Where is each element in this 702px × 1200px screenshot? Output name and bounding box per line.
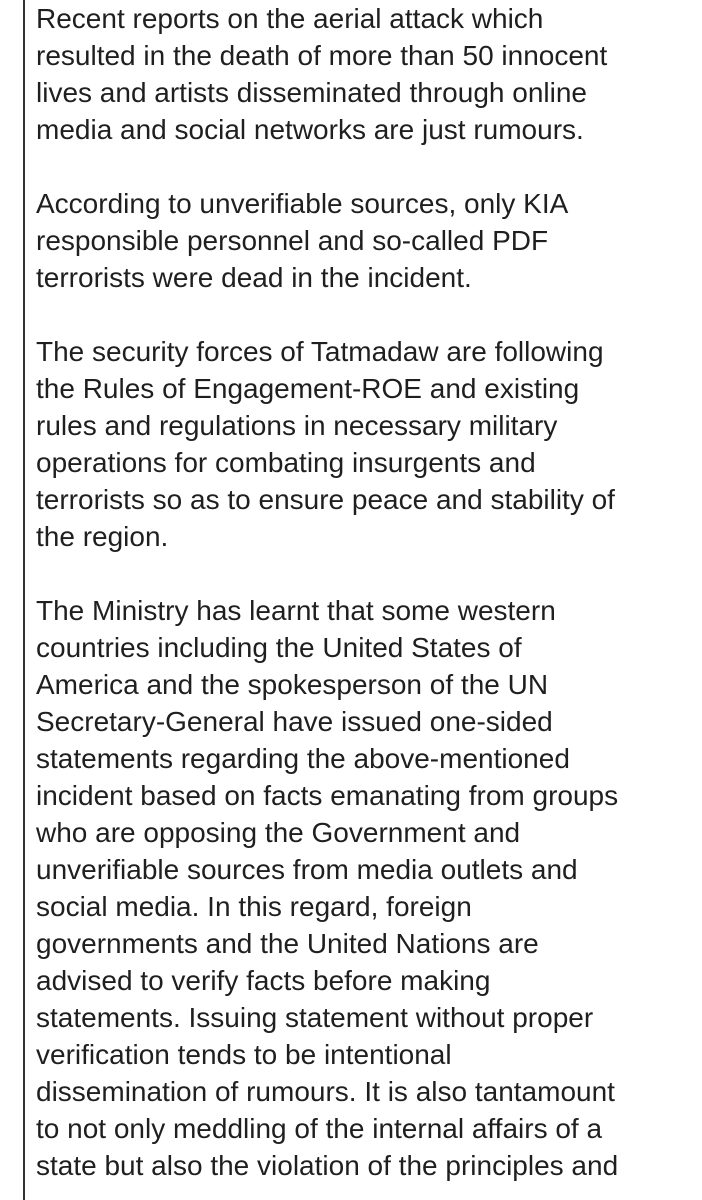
paragraph-unverifiable-sources: According to unverifiable sources, only KIA responsible personnel and so-called PDF terrorists were dead in the incident. [36, 188, 569, 293]
left-margin-rule [23, 0, 25, 1200]
paragraph-security-forces: The security forces of Tatmadaw are following the Rules of Engagement-ROE and existing rules and regulations in necessary military operations for combating insurgents and terrorists so as to ensure peace and stability of the region. [36, 336, 615, 552]
paragraph-aerial-attack-reports: Recent reports on the aerial attack which resulted in the death of more than 50 innocent lives and artists disseminated through online media and social networks are just rumours. [36, 3, 608, 145]
paragraph-ministry-statement: The Ministry has learnt that some western countries including the United States of America and the spokesperson of the UN Secretary-General have issued one-sided statements regarding the above-mentioned incident based on facts emanating from groups who are opposing the Government and unverifiable sources from media outlets and social media. In this regard, foreign governments and the United Nations are advised to verify facts before making statements. Issuing statement without proper verification tends to be intentional dissemination of rumours. It is also tantamount to not only meddling of the internal affairs of a state but also the violation of the principles and [36, 595, 619, 1181]
document-body [36, 0, 676, 1200]
